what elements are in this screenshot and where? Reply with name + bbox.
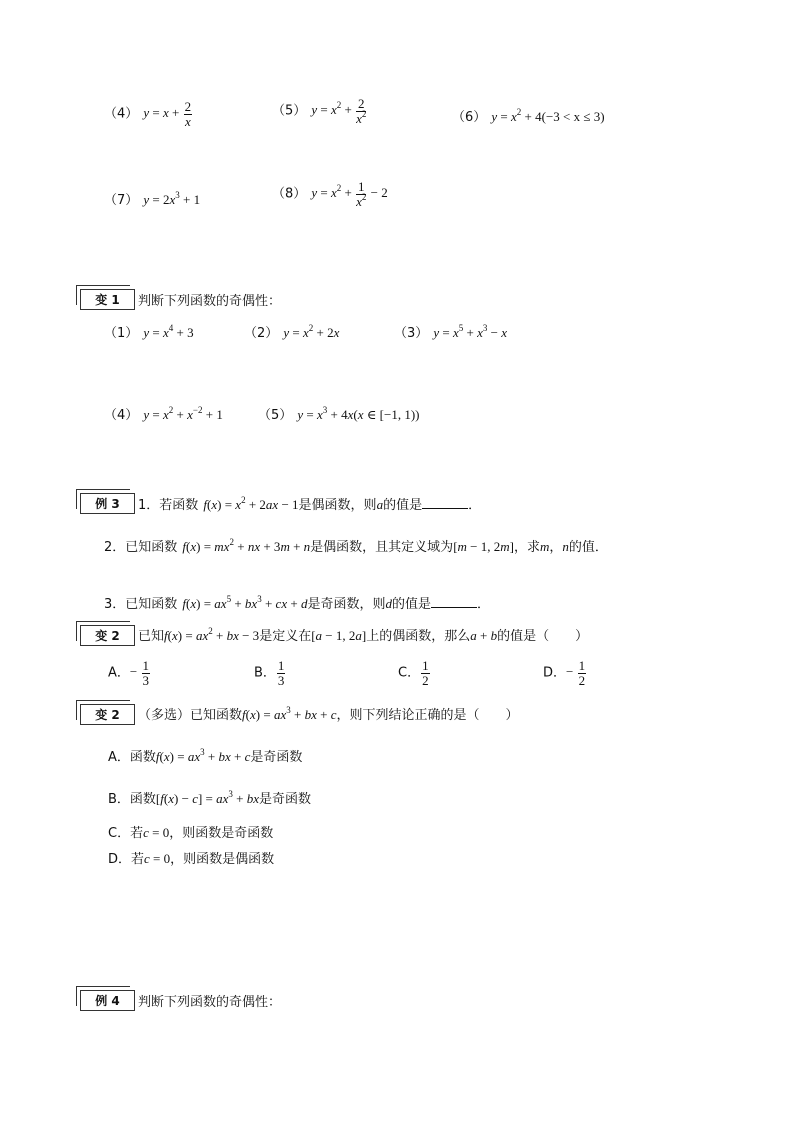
bian2b-label: 变 2 [80,704,135,725]
item-8-formula: $y = x^2$ + $\frac{1}{x^2}$ − 2 [311,179,388,209]
answer-blank [431,595,477,608]
item-7-formula: $y = 2x^3 + 1$ [143,190,201,207]
bian2a-option-b: B． $\frac{1}{3}$ [254,658,285,688]
bian1-label: 变 1 [80,289,135,310]
item-4-formula: y = x + $\frac{2}{x}$ [143,99,192,129]
bian2a-option-c: C． $\frac{1}{2}$ [398,658,429,688]
li3-q1: 1．若函数 $f(x) = x^2 + 2ax - 1$是偶函数，则a的值是 ． [138,495,482,513]
item-5-formula: $y = x^2$ + $\frac{2}{x^2}$ [311,96,367,126]
bian2a-question: 已知$f(x) = ax^2$ + bx − 3是定义在[a − 1, 2a]上的偶函数，那么a + b的值是（ ） [138,626,589,644]
item-5: （5） $y = x^2$ + $\frac{2}{x^2}$ [272,96,367,126]
bian1-item-1: （1） $y = x^4 + 3$ [104,323,194,341]
bian1-item-2: （2） $y = x^2 + 2x$ [244,323,340,341]
item-8: （8） $y = x^2$ + $\frac{1}{x^2}$ − 2 [272,179,388,209]
li4-title: 判断下列函数的奇偶性： [138,995,282,1010]
bian1-item-3: （3） $y = x^5 + x^3 - x$ [394,323,508,341]
bian2b-option-c: C．若c = 0，则函数是奇函数 [108,825,274,841]
li3-label: 例 3 [80,493,135,514]
bian2b-question: （多选）已知函数$f(x) = ax^3$ + bx + c，则下列结论正确的是（ ） [138,705,519,723]
item-7: （7） $y = 2x^3 + 1$ [104,190,201,208]
bian2b-option-d: D．若c = 0，则函数是偶函数 [108,851,275,867]
bian2a-option-d: D．− $\frac{1}{2}$ [543,658,586,688]
bian1-title: 判断下列函数的奇偶性： [138,294,282,309]
bian2a-label: 变 2 [80,625,135,646]
answer-blank [422,496,468,509]
li4-label: 例 4 [80,990,135,1011]
item-4: （4） y = x + $\frac{2}{x}$ [104,99,192,129]
bian1-item-4: （4） $y = x^2 + x^{-2} + 1$ [104,405,223,423]
bian2b-option-b: B．函数$[f(x) - c] = ax^3$ + bx是奇函数 [108,789,312,807]
item-6-formula: $y = x^2 + 4(-3 < x \le 3)$ [491,107,605,124]
li3-q2: 2．已知函数 $f(x) = mx^2$ + nx + 3m + n是偶函数，且其定义域为[m − 1, 2m]，求m，n的值． [104,537,608,555]
bian1-item-5: （5） $y = x^3 + 4x(x$ ∈ [−1, 1)) [258,405,420,423]
li3-q3: 3．已知函数 $f(x) = ax^5 + bx^3$ + cx + d是奇函数，则d的值是 ． [104,594,490,612]
bian2a-option-a: A．− $\frac{1}{3}$ [108,658,149,688]
item-6: （6） $y = x^2 + 4(-3 < x \le 3)$ [452,107,605,125]
bian2b-option-a: A．函数$f(x) = ax^3$ + bx + c是奇函数 [108,747,303,765]
